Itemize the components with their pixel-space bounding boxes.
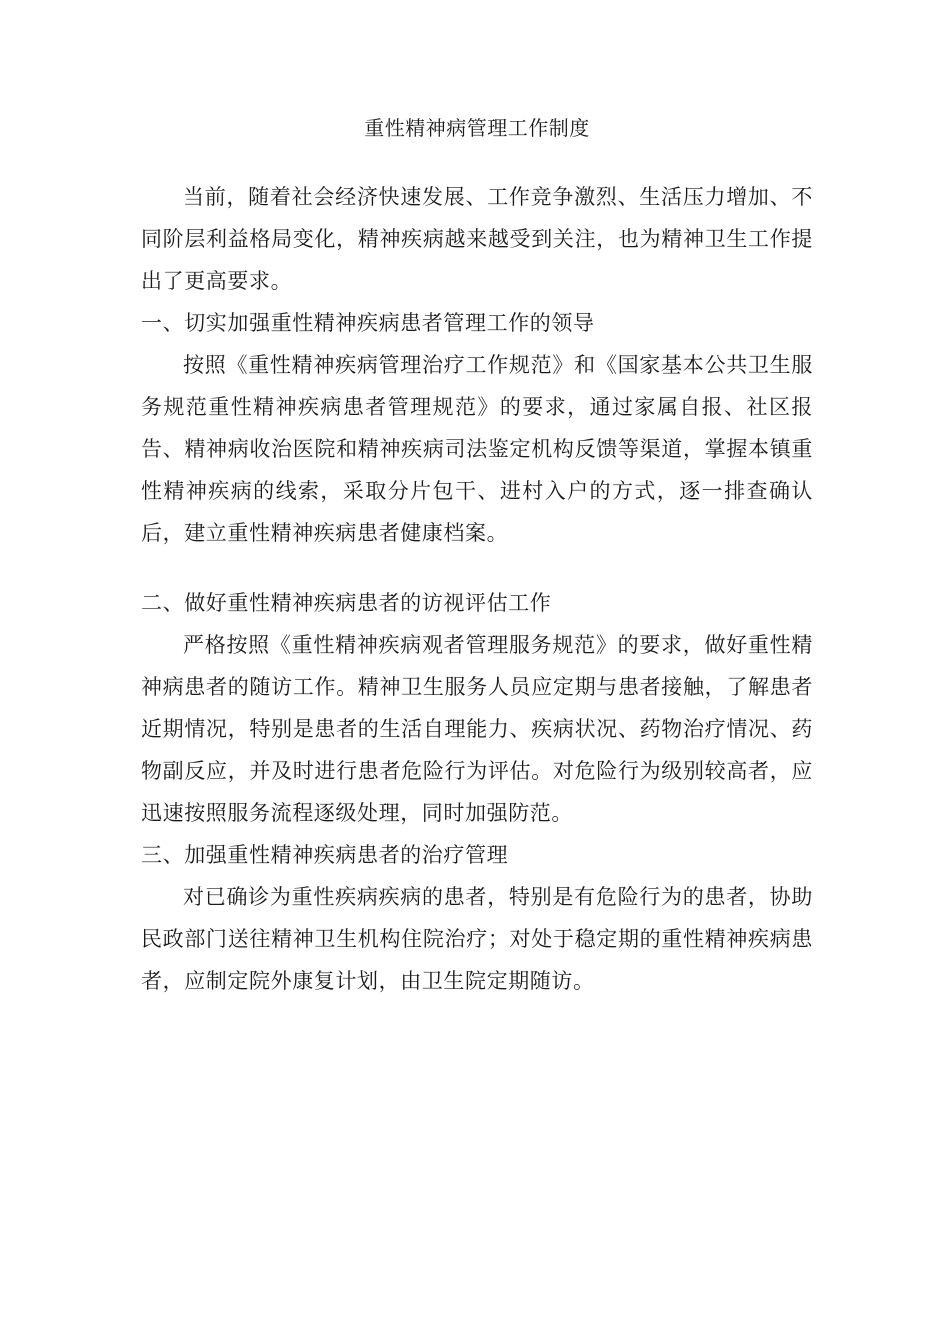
section-3-body: 对已确诊为重性疾病疾病的患者，特别是有危险行为的患者，协助民政部门送往精神卫生机构住院治疗；对处于稳定期的重性精神疾病患者，应制定院外康复计划，由卫生院定期随访。 — [141, 885, 813, 993]
document-title: 重性精神病管理工作制度 — [364, 116, 590, 140]
section-spacer — [141, 554, 813, 582]
section-1-heading: 一、切实加强重性精神疾病患者管理工作的领导 — [141, 311, 595, 335]
section-1-body: 按照《重性精神疾病管理治疗工作规范》和《国家基本公共卫生服务规范重性精神疾病患者管理规范》的要求，通过家属自报、社区报告、精神病收治医院和精神疾病司法鉴定机构反馈等渠道，掌握本镇重性精神疾病的线索，采取分片包干、进村入户的方式，逐一排查确认后，建立重性精神疾病患者健康档案。 — [141, 353, 813, 545]
document-body — [141, 112, 813, 1002]
section-3-heading: 三、加强重性精神疾病患者的治疗管理 — [141, 843, 509, 867]
section-2-heading: 二、做好重性精神疾病患者的访视评估工作 — [141, 591, 552, 615]
intro-paragraph: 当前，随着社会经济快速发展、工作竞争激烈、生活压力增加、不同阶层利益格局变化，精神疾病越来越受到关注，也为精神卫生工作提出了更高要求。 — [141, 185, 813, 293]
section-2-body: 严格按照《重性精神疾病观者管理服务规范》的要求，做好重性精神病患者的随访工作。精神卫生服务人员应定期与患者接触，了解患者近期情况，特别是患者的生活自理能力、疾病状况、药物治疗情况、药物副反应，并及时进行患者危险行为评估。对危险行为级别较高者，应迅速按照服务流程逐级处理，同时加强防范。 — [141, 633, 813, 825]
